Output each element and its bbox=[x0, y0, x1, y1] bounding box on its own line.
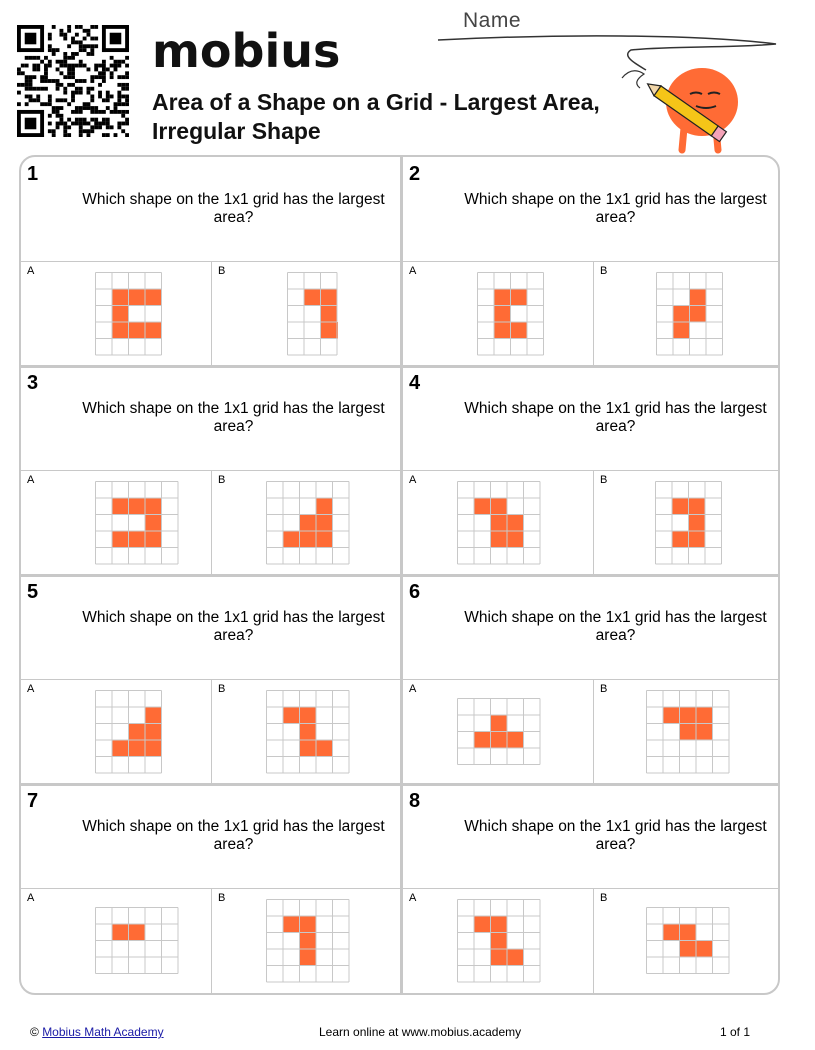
option-a-label: A bbox=[27, 474, 35, 486]
shaded-square bbox=[316, 531, 333, 548]
option-b[interactable] bbox=[593, 471, 780, 575]
shaded-square bbox=[491, 916, 508, 933]
shaded-square bbox=[689, 515, 706, 532]
question-card bbox=[21, 157, 400, 366]
shaded-square bbox=[316, 740, 333, 757]
question-card bbox=[21, 575, 400, 784]
shaded-square bbox=[112, 740, 129, 757]
copyright-symbol: © bbox=[30, 1025, 39, 1039]
shaded-square bbox=[680, 941, 697, 958]
shaded-square bbox=[690, 289, 707, 306]
answer-options bbox=[403, 679, 780, 783]
shaded-square bbox=[673, 306, 690, 323]
answer-options bbox=[21, 470, 400, 574]
shaded-square bbox=[304, 289, 321, 306]
answer-options bbox=[21, 679, 400, 783]
question-text: Which shape on the 1x1 grid has the largest area? bbox=[82, 609, 385, 644]
shaded-square bbox=[129, 740, 146, 757]
logo-text: mobius bbox=[152, 24, 341, 78]
shaded-square bbox=[672, 498, 689, 515]
shaded-square bbox=[321, 306, 338, 323]
option-b-label: B bbox=[218, 265, 226, 277]
shaded-square bbox=[112, 531, 129, 548]
shaded-square bbox=[300, 724, 317, 741]
shaded-square bbox=[491, 531, 508, 548]
footer-page-number: 1 of 1 bbox=[720, 1025, 751, 1039]
question-number: 7 bbox=[27, 790, 39, 812]
shaded-square bbox=[474, 498, 491, 515]
option-a-label: A bbox=[409, 892, 417, 904]
option-a[interactable] bbox=[21, 889, 210, 993]
shaded-square bbox=[680, 924, 697, 941]
shaded-square bbox=[689, 498, 706, 515]
shaded-square bbox=[300, 916, 317, 933]
option-b[interactable] bbox=[593, 889, 780, 993]
option-a-label: A bbox=[409, 265, 417, 277]
footer-learn-online: Learn online at www.mobius.academy bbox=[319, 1025, 522, 1039]
answer-options bbox=[403, 470, 780, 574]
shaded-square bbox=[145, 515, 162, 532]
shaded-square bbox=[511, 322, 528, 339]
shaded-square bbox=[112, 322, 129, 339]
title-line-1: Area of a Shape on a Grid - Largest Area, bbox=[152, 89, 600, 115]
option-b-label: B bbox=[600, 265, 608, 277]
shaded-square bbox=[491, 933, 508, 950]
worksheet-panel bbox=[19, 155, 780, 995]
shaded-square bbox=[145, 289, 162, 306]
title-line-2: Irregular Shape bbox=[152, 118, 321, 144]
option-a[interactable] bbox=[403, 471, 592, 575]
unit-grid bbox=[457, 899, 541, 983]
question-card bbox=[21, 784, 400, 993]
shaded-square bbox=[491, 515, 508, 532]
shaded-square bbox=[696, 941, 713, 958]
answer-options bbox=[21, 261, 400, 365]
option-a[interactable] bbox=[21, 680, 210, 784]
option-b-label: B bbox=[600, 892, 608, 904]
question-card bbox=[403, 575, 780, 784]
question-number: 2 bbox=[409, 163, 421, 185]
shaded-square bbox=[316, 515, 333, 532]
shaded-square bbox=[145, 707, 162, 724]
shaded-square bbox=[690, 306, 707, 323]
shaded-square bbox=[300, 531, 317, 548]
pencil-mascot-icon bbox=[612, 58, 742, 154]
question-text: Which shape on the 1x1 grid has the largest area? bbox=[464, 818, 767, 853]
name-label: Name bbox=[463, 9, 522, 32]
answer-options bbox=[403, 888, 780, 992]
shaded-square bbox=[145, 322, 162, 339]
shaded-square bbox=[112, 306, 129, 323]
question-text: Which shape on the 1x1 grid has the largest area? bbox=[82, 818, 385, 853]
option-b[interactable] bbox=[211, 680, 400, 784]
shaded-square bbox=[283, 916, 300, 933]
shaded-square bbox=[145, 498, 162, 515]
mobius-logo bbox=[152, 26, 340, 76]
shaded-square bbox=[494, 322, 511, 339]
shaded-square bbox=[663, 707, 680, 724]
shaded-square bbox=[145, 531, 162, 548]
question-text: Which shape on the 1x1 grid has the largest area? bbox=[82, 191, 385, 226]
shaded-square bbox=[491, 949, 508, 966]
shaded-square bbox=[145, 740, 162, 757]
option-a-label: A bbox=[27, 265, 35, 277]
option-a[interactable] bbox=[21, 471, 210, 575]
option-a-label: A bbox=[409, 474, 417, 486]
shaded-square bbox=[321, 289, 338, 306]
question-text: Which shape on the 1x1 grid has the largest area? bbox=[82, 400, 385, 435]
shaded-square bbox=[129, 498, 146, 515]
unit-grid bbox=[656, 272, 723, 356]
unit-grid bbox=[95, 272, 162, 356]
unit-grid bbox=[287, 272, 338, 356]
shaded-square bbox=[300, 515, 317, 532]
unit-grid bbox=[266, 899, 350, 983]
shaded-square bbox=[283, 707, 300, 724]
shaded-square bbox=[129, 289, 146, 306]
shaded-square bbox=[680, 724, 697, 741]
shaded-square bbox=[283, 531, 300, 548]
shaded-square bbox=[494, 306, 511, 323]
unit-grid bbox=[477, 272, 544, 356]
option-a-label: A bbox=[409, 683, 417, 695]
shaded-square bbox=[321, 322, 338, 339]
question-card bbox=[403, 157, 780, 366]
question-number: 6 bbox=[409, 581, 421, 603]
shaded-square bbox=[491, 715, 508, 732]
shaded-square bbox=[300, 933, 317, 950]
option-b[interactable] bbox=[211, 262, 400, 366]
question-text: Which shape on the 1x1 grid has the largest area? bbox=[464, 191, 767, 226]
shaded-square bbox=[316, 498, 333, 515]
shaded-square bbox=[491, 732, 508, 749]
shaded-square bbox=[696, 724, 713, 741]
shaded-square bbox=[491, 498, 508, 515]
shaded-square bbox=[300, 740, 317, 757]
unit-grid bbox=[457, 481, 541, 565]
shaded-square bbox=[474, 732, 491, 749]
question-number: 1 bbox=[27, 163, 39, 185]
option-b-label: B bbox=[218, 683, 226, 695]
unit-grid bbox=[266, 690, 350, 774]
unit-grid bbox=[457, 698, 541, 765]
option-a-label: A bbox=[27, 683, 35, 695]
unit-grid bbox=[655, 481, 722, 565]
option-a[interactable] bbox=[403, 889, 592, 993]
option-a[interactable] bbox=[403, 680, 592, 784]
shaded-square bbox=[663, 924, 680, 941]
shaded-square bbox=[680, 707, 697, 724]
unit-grid bbox=[95, 907, 179, 974]
option-a[interactable] bbox=[21, 262, 210, 366]
shaded-square bbox=[145, 724, 162, 741]
shaded-square bbox=[507, 732, 524, 749]
page-title bbox=[152, 88, 652, 146]
shaded-square bbox=[689, 531, 706, 548]
shaded-square bbox=[474, 916, 491, 933]
shaded-square bbox=[300, 949, 317, 966]
shaded-square bbox=[511, 289, 528, 306]
unit-grid bbox=[646, 690, 730, 774]
question-card bbox=[403, 784, 780, 993]
question-number: 5 bbox=[27, 581, 39, 603]
answer-options bbox=[403, 261, 780, 365]
option-b-label: B bbox=[600, 683, 608, 695]
shaded-square bbox=[129, 724, 146, 741]
question-text: Which shape on the 1x1 grid has the largest area? bbox=[464, 609, 767, 644]
option-b-label: B bbox=[218, 892, 226, 904]
question-card bbox=[21, 366, 400, 575]
option-b[interactable] bbox=[211, 889, 400, 993]
option-b[interactable] bbox=[593, 262, 780, 366]
mobius-academy-link[interactable]: Mobius Math Academy bbox=[42, 1025, 164, 1039]
question-number: 3 bbox=[27, 372, 39, 394]
option-b-label: B bbox=[218, 474, 226, 486]
shaded-square bbox=[112, 924, 129, 941]
shaded-square bbox=[672, 531, 689, 548]
shaded-square bbox=[507, 531, 524, 548]
shaded-square bbox=[129, 322, 146, 339]
shaded-square bbox=[112, 498, 129, 515]
unit-grid bbox=[95, 481, 179, 565]
shaded-square bbox=[112, 289, 129, 306]
answer-options bbox=[21, 888, 400, 992]
option-a-label: A bbox=[27, 892, 35, 904]
question-number: 8 bbox=[409, 790, 421, 812]
option-a[interactable] bbox=[403, 262, 592, 366]
shaded-square bbox=[507, 949, 524, 966]
question-card bbox=[403, 366, 780, 575]
shaded-square bbox=[494, 289, 511, 306]
shaded-square bbox=[129, 531, 146, 548]
footer-copyright bbox=[30, 1025, 164, 1039]
qr-code bbox=[17, 25, 129, 137]
option-b[interactable] bbox=[593, 680, 780, 784]
shaded-square bbox=[696, 707, 713, 724]
question-number: 4 bbox=[409, 372, 421, 394]
shaded-square bbox=[507, 515, 524, 532]
option-b-label: B bbox=[600, 474, 608, 486]
question-text: Which shape on the 1x1 grid has the largest area? bbox=[464, 400, 767, 435]
shaded-square bbox=[129, 924, 146, 941]
shaded-square bbox=[300, 707, 317, 724]
unit-grid bbox=[646, 907, 730, 974]
unit-grid bbox=[266, 481, 350, 565]
shaded-square bbox=[673, 322, 690, 339]
option-b[interactable] bbox=[211, 471, 400, 575]
unit-grid bbox=[95, 690, 162, 774]
